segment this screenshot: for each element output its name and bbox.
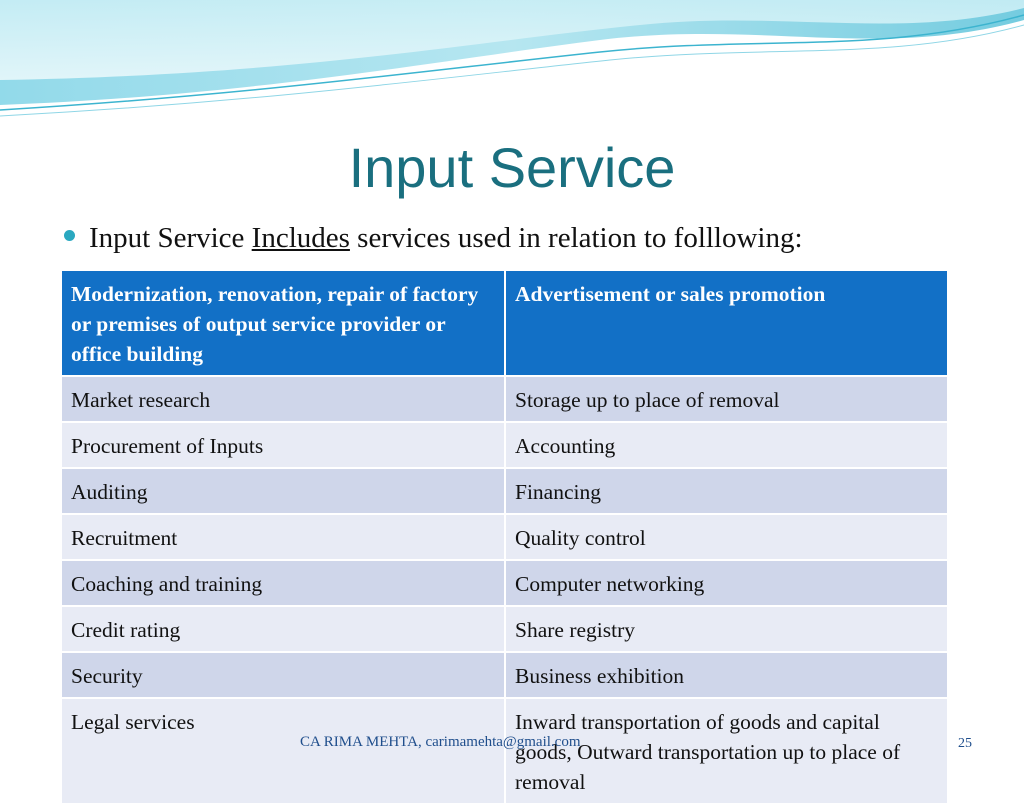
table-cell: Procurement of Inputs [61,422,505,468]
table-row [61,698,948,804]
table-cell: Share registry [505,606,948,652]
table-row [61,606,948,652]
header-wave-decoration [0,0,1024,130]
bullet-prefix: Input Service [89,222,245,254]
table-cell: Inward transportation of goods and capital goods, Outward transportation up to place of removal [505,698,948,804]
table-header-cell: Modernization, renovation, repair of factory or premises of output service provider or office building [61,271,505,376]
table-row [61,560,948,606]
table-row [61,422,948,468]
table-cell: Financing [505,468,948,514]
footer-author: CA RIMA MEHTA, carimamehta@gmail.com [300,734,581,750]
table-row [61,468,948,514]
table-row [61,376,948,422]
table-cell: Business exhibition [505,652,948,698]
table-cell: Auditing [61,468,505,514]
table-cell: Accounting [505,422,948,468]
table-row [61,514,948,560]
table-cell: Coaching and training [61,560,505,606]
table-cell: Credit rating [61,606,505,652]
table-header-row [61,271,948,376]
bullet-text [64,222,803,255]
table-cell: Quality control [505,514,948,560]
page-number: 25 [958,736,972,751]
table-cell: Recruitment [61,514,505,560]
table-cell: Legal services [61,698,505,804]
table-cell: Security [61,652,505,698]
bullet-suffix: services used in relation to folllowing: [357,222,803,254]
bullet-underlined-word: Includes [251,222,350,254]
slide-title: Input Service [348,136,676,199]
table-header-cell: Advertisement or sales promotion [505,271,948,376]
table-cell: Storage up to place of removal [505,376,948,422]
table-row [61,652,948,698]
table-cell: Market research [61,376,505,422]
table-cell: Computer networking [505,560,948,606]
input-service-table [60,271,949,805]
bullet-icon [64,230,75,241]
